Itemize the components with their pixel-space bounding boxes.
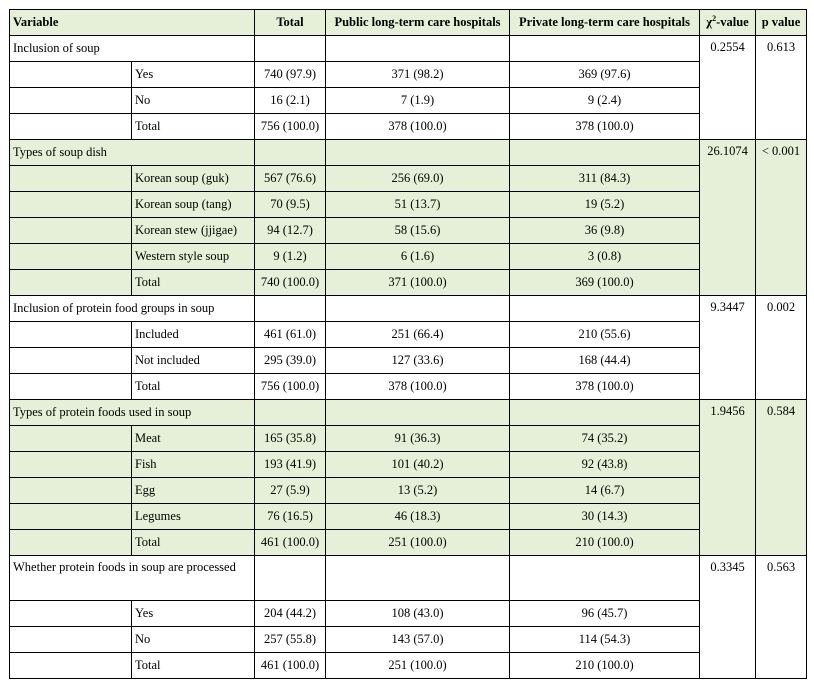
public-value: 251 (100.0) [326,530,510,556]
header-chi-suffix: -value [716,15,749,29]
section-title-row [10,140,807,166]
table-body [10,36,807,679]
table-row [10,322,807,348]
indent-cell [10,653,132,679]
private-value: 30 (14.3) [510,504,700,530]
indent-cell [10,166,132,192]
total-value: 461 (100.0) [255,653,326,679]
cell-empty [255,296,326,322]
table-row [10,452,807,478]
cell-empty [255,140,326,166]
row-label: Included [132,322,255,348]
total-value: 257 (55.8) [255,627,326,653]
public-value: 6 (1.6) [326,244,510,270]
cell-empty [326,296,510,322]
table-row [10,270,807,296]
cell-empty [326,140,510,166]
total-value: 9 (1.2) [255,244,326,270]
table-row [10,504,807,530]
cell-empty [510,556,700,601]
public-value: 371 (100.0) [326,270,510,296]
row-label: Korean stew (jjigae) [132,218,255,244]
row-label: Korean soup (tang) [132,192,255,218]
header-row [10,10,807,36]
indent-cell [10,374,132,400]
private-value: 369 (100.0) [510,270,700,296]
row-label: Egg [132,478,255,504]
public-value: 371 (98.2) [326,62,510,88]
p-value: 0.613 [756,36,807,140]
row-label: Yes [132,601,255,627]
private-value: 14 (6.7) [510,478,700,504]
total-value: 70 (9.5) [255,192,326,218]
public-value: 13 (5.2) [326,478,510,504]
public-value: 378 (100.0) [326,114,510,140]
p-value: < 0.001 [756,140,807,296]
table-row [10,88,807,114]
cell-empty [326,556,510,601]
table-row [10,601,807,627]
public-value: 7 (1.9) [326,88,510,114]
cell-empty [510,36,700,62]
table-row [10,478,807,504]
table-row [10,192,807,218]
row-label: Legumes [132,504,255,530]
chi-square-value: 1.9456 [700,400,756,556]
private-value: 92 (43.8) [510,452,700,478]
total-value: 461 (100.0) [255,530,326,556]
row-label: Not included [132,348,255,374]
header-total: Total [255,10,326,36]
table-row [10,627,807,653]
public-value: 58 (15.6) [326,218,510,244]
section-title-row [10,400,807,426]
header-chi-prefix: χ [706,15,713,29]
public-value: 251 (100.0) [326,653,510,679]
cell-empty [510,296,700,322]
public-value: 101 (40.2) [326,452,510,478]
chi-square-value: 26.1074 [700,140,756,296]
p-value: 0.002 [756,296,807,400]
table-row [10,426,807,452]
cell-empty [326,400,510,426]
section-title: Types of protein foods used in soup [10,400,255,426]
section-title: Inclusion of soup [10,36,255,62]
indent-cell [10,322,132,348]
table-row [10,653,807,679]
header-public: Public long-term care hospitals [326,10,510,36]
indent-cell [10,192,132,218]
private-value: 210 (100.0) [510,653,700,679]
cell-empty [255,36,326,62]
header-chi-sup: 2 [712,13,717,23]
total-value: 295 (39.0) [255,348,326,374]
indent-cell [10,270,132,296]
header-chi-square [700,10,756,36]
indent-cell [10,452,132,478]
public-value: 256 (69.0) [326,166,510,192]
section-title-row [10,36,807,62]
row-label: Fish [132,452,255,478]
private-value: 378 (100.0) [510,114,700,140]
chi-square-value: 0.2554 [700,36,756,140]
cell-empty [510,400,700,426]
total-value: 756 (100.0) [255,374,326,400]
row-label: Total [132,530,255,556]
section-title: Inclusion of protein food groups in soup [10,296,255,322]
private-value: 36 (9.8) [510,218,700,244]
total-value: 756 (100.0) [255,114,326,140]
total-value: 94 (12.7) [255,218,326,244]
indent-cell [10,426,132,452]
header-private: Private long-term care hospitals [510,10,700,36]
private-value: 378 (100.0) [510,374,700,400]
cell-empty [326,36,510,62]
indent-cell [10,348,132,374]
private-value: 369 (97.6) [510,62,700,88]
total-value: 165 (35.8) [255,426,326,452]
indent-cell [10,88,132,114]
indent-cell [10,478,132,504]
private-value: 96 (45.7) [510,601,700,627]
total-value: 740 (100.0) [255,270,326,296]
indent-cell [10,114,132,140]
row-label: Meat [132,426,255,452]
public-value: 127 (33.6) [326,348,510,374]
public-value: 143 (57.0) [326,627,510,653]
table-row [10,530,807,556]
public-value: 108 (43.0) [326,601,510,627]
cell-empty [255,400,326,426]
public-value: 91 (36.3) [326,426,510,452]
total-value: 204 (44.2) [255,601,326,627]
private-value: 210 (100.0) [510,530,700,556]
indent-cell [10,218,132,244]
row-label: Western style soup [132,244,255,270]
private-value: 114 (54.3) [510,627,700,653]
total-value: 461 (61.0) [255,322,326,348]
total-value: 27 (5.9) [255,478,326,504]
private-value: 9 (2.4) [510,88,700,114]
table-row [10,166,807,192]
indent-cell [10,504,132,530]
chi-square-value: 9.3447 [700,296,756,400]
public-value: 46 (18.3) [326,504,510,530]
private-value: 168 (44.4) [510,348,700,374]
section-title-row [10,556,807,601]
p-value: 0.584 [756,400,807,556]
private-value: 3 (0.8) [510,244,700,270]
indent-cell [10,62,132,88]
private-value: 210 (55.6) [510,322,700,348]
row-label: Korean soup (guk) [132,166,255,192]
public-value: 378 (100.0) [326,374,510,400]
total-value: 193 (41.9) [255,452,326,478]
cell-empty [255,556,326,601]
row-label: No [132,627,255,653]
soup-statistics-table [9,9,807,679]
table-row [10,374,807,400]
chi-square-value: 0.3345 [700,556,756,679]
row-label: Total [132,114,255,140]
public-value: 51 (13.7) [326,192,510,218]
table-row [10,114,807,140]
table-row [10,62,807,88]
total-value: 740 (97.9) [255,62,326,88]
row-label: No [132,88,255,114]
indent-cell [10,530,132,556]
section-title-row [10,296,807,322]
total-value: 16 (2.1) [255,88,326,114]
p-value: 0.563 [756,556,807,679]
private-value: 311 (84.3) [510,166,700,192]
header-p-value: p value [756,10,807,36]
private-value: 19 (5.2) [510,192,700,218]
total-value: 567 (76.6) [255,166,326,192]
private-value: 74 (35.2) [510,426,700,452]
table-row [10,348,807,374]
row-label: Total [132,270,255,296]
section-title: Types of soup dish [10,140,255,166]
table-row [10,244,807,270]
indent-cell [10,627,132,653]
cell-empty [510,140,700,166]
indent-cell [10,244,132,270]
table-row [10,218,807,244]
total-value: 76 (16.5) [255,504,326,530]
public-value: 251 (66.4) [326,322,510,348]
indent-cell [10,601,132,627]
header-variable: Variable [10,10,255,36]
row-label: Total [132,374,255,400]
section-title: Whether protein foods in soup are processed [10,556,255,601]
row-label: Total [132,653,255,679]
row-label: Yes [132,62,255,88]
table-container [9,9,807,679]
